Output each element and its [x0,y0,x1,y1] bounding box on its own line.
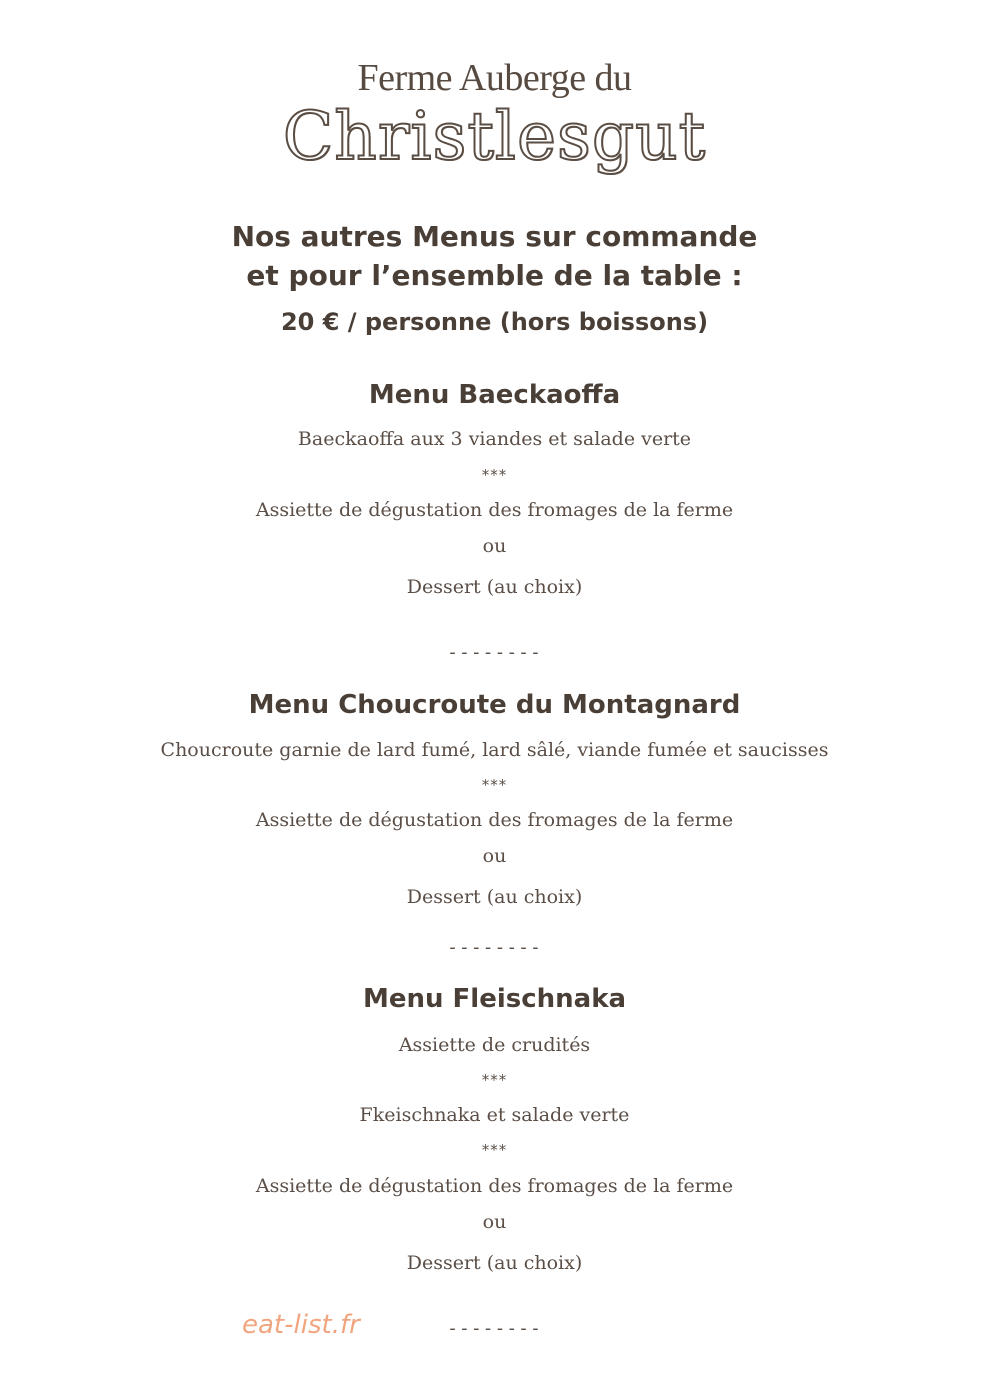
course-divider: *** [481,1141,508,1159]
course-divider: *** [481,776,508,794]
menu-title-fleischnaka: Menu Fleischnaka [362,984,627,1014]
menu-line: Assiette de dégustation des fromages de la ferme [255,809,734,831]
section-separator: -------- [447,642,542,663]
intro-line-2: et pour l’ensemble de la table : [246,259,743,292]
menu-line: ou [482,845,507,867]
price-line: 20 € / personne (hors boissons) [280,308,709,336]
section-separator: -------- [447,937,542,958]
menu-title-choucroute: Menu Choucroute du Montagnard [248,690,741,720]
course-divider: *** [481,466,508,484]
menu-title-baeckaoffa: Menu Baeckaoffa [368,380,621,410]
restaurant-subtitle: Ferme Auberge du [357,57,632,99]
menu-line: Dessert (au choix) [406,886,583,908]
menu-line: ou [482,1211,507,1233]
section-separator: -------- [447,1318,542,1339]
course-divider: *** [481,1071,508,1089]
watermark-text: eat-list.fr [242,1310,360,1340]
menu-line: Assiette de dégustation des fromages de la ferme [255,1175,734,1197]
menu-line: Choucroute garnie de lard fumé, lard sâlé, viande fumée et saucisses [160,739,829,761]
menu-line: Dessert (au choix) [406,1252,583,1274]
menu-line: Baeckaoffa aux 3 viandes et salade verte [297,428,692,450]
menu-line: Assiette de crudités [398,1034,591,1056]
menu-line: ou [482,535,507,557]
menu-line: Fkeischnaka et salade verte [359,1104,630,1126]
menu-line: Assiette de dégustation des fromages de la ferme [255,499,734,521]
restaurant-name: Christlesgut [282,98,707,175]
menu-line: Dessert (au choix) [406,576,583,598]
intro-line-1: Nos autres Menus sur commande [231,220,758,253]
